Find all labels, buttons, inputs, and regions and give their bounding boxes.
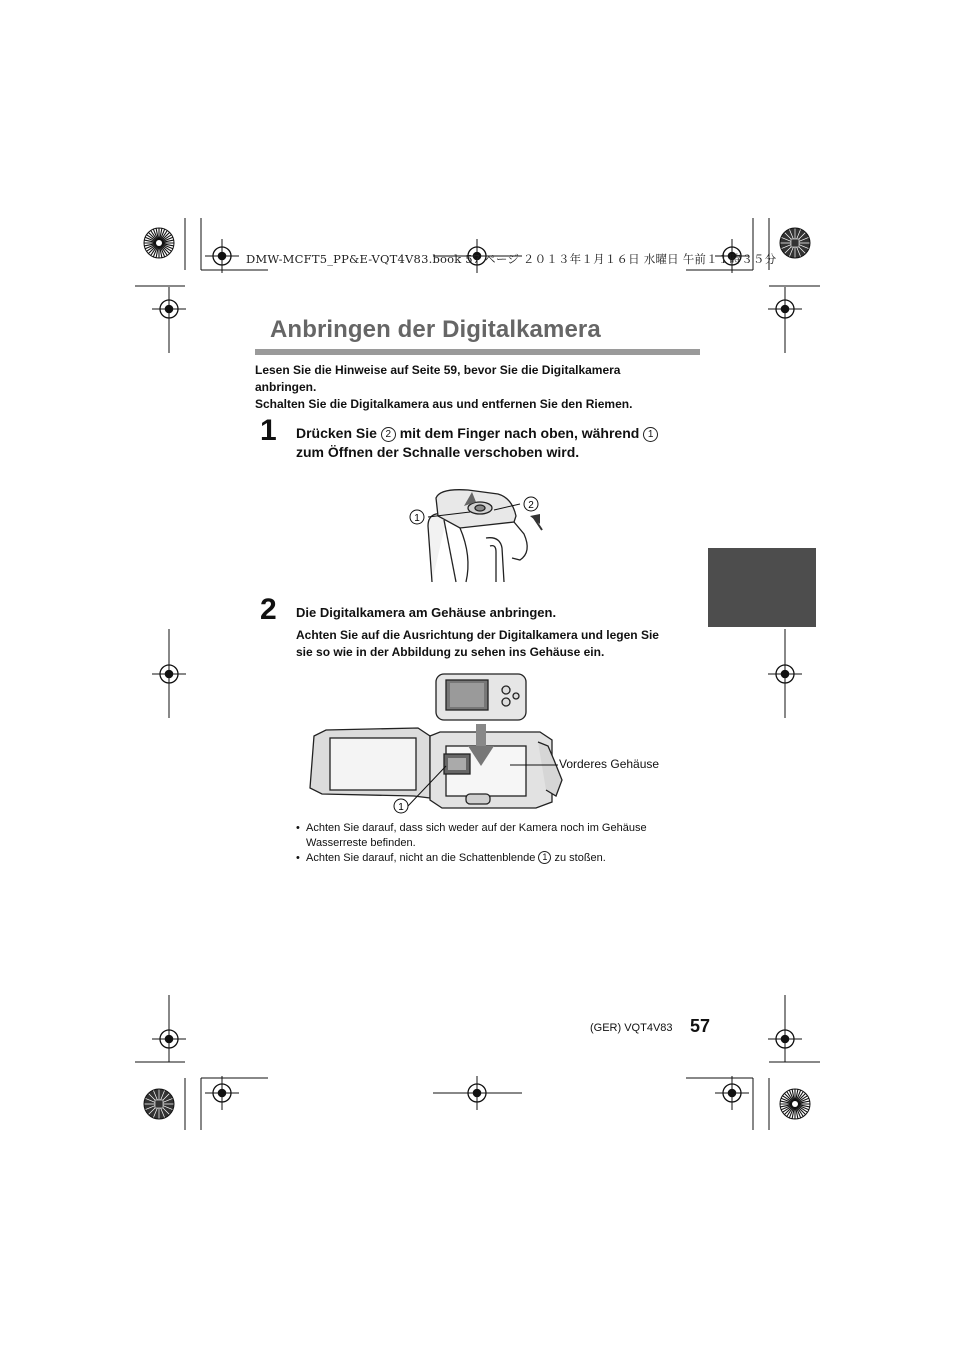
step2-line: sie so wie in der Abbildung zu sehen ins Gehäuse ein. bbox=[296, 645, 605, 659]
intro-notice bbox=[255, 362, 695, 413]
step1-text-part: Drücken Sie bbox=[296, 425, 377, 441]
note-text: zu stoßen. bbox=[554, 852, 606, 864]
circled-marker: 1 bbox=[643, 427, 658, 442]
step1-text-part: zum Öffnen der Schnalle verschoben wird. bbox=[296, 444, 580, 460]
note-text: Wasserreste befinden. bbox=[306, 837, 416, 849]
step2-heading: Die Digitalkamera am Gehäuse anbringen. bbox=[296, 605, 557, 620]
callout-2: 2 bbox=[528, 500, 534, 511]
circled-marker: 2 bbox=[381, 427, 396, 442]
step2-instruction bbox=[296, 627, 706, 661]
buckle-illustration bbox=[400, 486, 560, 584]
page-title: Anbringen der Digitalkamera bbox=[270, 316, 601, 343]
step2-line: Achten Sie auf die Ausrichtung der Digitalkamera und legen Sie bbox=[296, 628, 659, 642]
housing-illustration bbox=[300, 670, 570, 820]
front-housing-label: Vorderes Gehäuse bbox=[559, 757, 660, 771]
intro-line: Lesen Sie die Hinweise auf Seite 59, bevor Sie die Digitalkamera bbox=[255, 363, 621, 377]
callout-1: 1 bbox=[398, 802, 404, 813]
note-text: Achten Sie darauf, dass sich weder auf der Kamera noch im Gehäuse bbox=[306, 822, 647, 834]
notes-list bbox=[296, 821, 696, 866]
step-number-1: 1 bbox=[260, 414, 277, 447]
intro-line: anbringen. bbox=[255, 380, 317, 394]
step1-text-part: mit dem Finger nach oben, während bbox=[399, 425, 640, 441]
list-item bbox=[296, 821, 696, 851]
title-rule bbox=[255, 349, 700, 355]
step1-instruction bbox=[296, 424, 706, 462]
page-number: 57 bbox=[690, 1016, 711, 1036]
document-code: (GER) VQT4V83 bbox=[590, 1022, 673, 1034]
callout-1: 1 bbox=[414, 513, 420, 524]
step-number-2: 2 bbox=[260, 593, 277, 626]
section-tab bbox=[708, 548, 816, 627]
note-text: Achten Sie darauf, nicht an die Schattenblende bbox=[306, 852, 536, 864]
intro-line: Schalten Sie die Digitalkamera aus und entfernen Sie den Riemen. bbox=[255, 397, 633, 411]
print-header: DMW-MCFT5_PP&E-VQT4V83.book 57 ページ ２０１３年１月１６日 水曜日 午前１１時３５分 bbox=[246, 252, 777, 266]
list-item bbox=[296, 851, 696, 866]
circled-marker: 1 bbox=[538, 851, 551, 864]
